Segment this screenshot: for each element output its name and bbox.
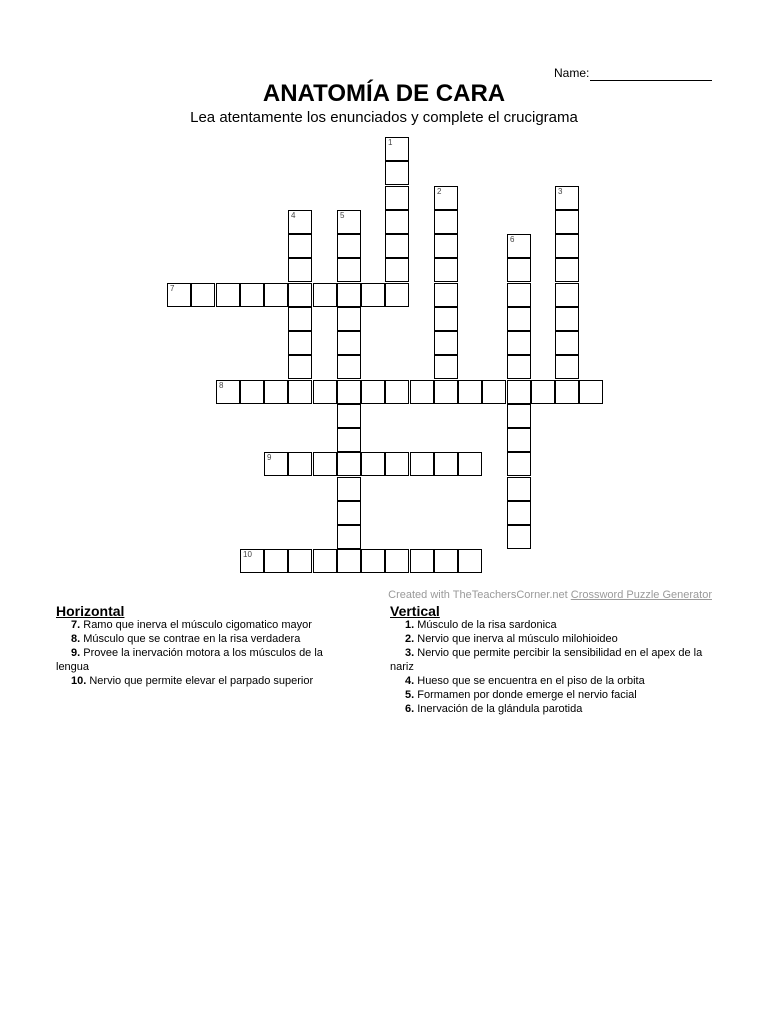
crossword-cell[interactable] — [555, 186, 579, 210]
credit-line — [388, 589, 712, 601]
crossword-cell[interactable] — [337, 501, 361, 525]
crossword-cell[interactable] — [434, 186, 458, 210]
crossword-cell[interactable] — [288, 283, 312, 307]
crossword-cell[interactable] — [434, 307, 458, 331]
crossword-cell[interactable] — [288, 307, 312, 331]
crossword-cell[interactable] — [385, 380, 409, 404]
crossword-cell[interactable] — [313, 549, 337, 573]
clue-text: Provee la inervación motora a los músculos de la lengua — [56, 647, 323, 673]
crossword-cell[interactable] — [385, 210, 409, 234]
clue-h-7 — [56, 618, 358, 632]
page-title: ANATOMÍA DE CARA — [262, 80, 506, 107]
crossword-cell[interactable] — [507, 452, 531, 476]
crossword-cell[interactable] — [434, 452, 458, 476]
clue-number: 8. — [71, 633, 81, 645]
crossword-cell[interactable] — [410, 549, 434, 573]
crossword-cell[interactable] — [264, 380, 288, 404]
crossword-cell[interactable] — [167, 283, 191, 307]
crossword-cell[interactable] — [579, 380, 603, 404]
clue-h-9 — [56, 646, 358, 674]
crossword-cell[interactable] — [313, 452, 337, 476]
crossword-cell[interactable] — [337, 331, 361, 355]
crossword-cell[interactable] — [507, 428, 531, 452]
crossword-cell[interactable] — [288, 452, 312, 476]
crossword-cell[interactable] — [337, 283, 361, 307]
cell-number: 6 — [510, 235, 515, 244]
clue-v-2 — [390, 632, 712, 646]
crossword-cell[interactable] — [337, 258, 361, 282]
clue-v-1 — [390, 618, 712, 632]
credit-text: Created with TheTeachersCorner.net — [388, 589, 571, 601]
crossword-cell[interactable] — [216, 380, 240, 404]
crossword-cell[interactable] — [337, 477, 361, 501]
crossword-cell[interactable] — [216, 283, 240, 307]
crossword-cell[interactable] — [507, 404, 531, 428]
clue-number: 2. — [405, 633, 415, 645]
crossword-cell[interactable] — [385, 258, 409, 282]
clue-v-6 — [390, 702, 712, 716]
crossword-cell[interactable] — [555, 210, 579, 234]
clue-v-4 — [390, 674, 712, 688]
crossword-cell[interactable] — [507, 258, 531, 282]
crossword-cell[interactable] — [361, 452, 385, 476]
crossword-cell[interactable] — [434, 210, 458, 234]
crossword-cell[interactable] — [410, 452, 434, 476]
cell-number: 2 — [437, 187, 442, 196]
cell-number: 9 — [267, 453, 272, 462]
crossword-cell[interactable] — [458, 380, 482, 404]
crossword-cell[interactable] — [288, 355, 312, 379]
crossword-cell[interactable] — [288, 210, 312, 234]
cell-number: 1 — [388, 138, 393, 147]
clue-text: Músculo de la risa sardonica — [414, 619, 557, 631]
crossword-cell[interactable] — [288, 258, 312, 282]
clue-number: 5. — [405, 689, 415, 701]
generator-link[interactable]: Crossword Puzzle Generator — [570, 589, 712, 601]
crossword-cell[interactable] — [288, 234, 312, 258]
crossword-cell[interactable] — [385, 234, 409, 258]
crossword-cell[interactable] — [240, 283, 264, 307]
crossword-cell[interactable] — [337, 307, 361, 331]
crossword-cell[interactable] — [507, 501, 531, 525]
crossword-cell[interactable] — [458, 452, 482, 476]
clue-text: Inervación de la glándula parotida — [414, 703, 583, 715]
crossword-cell[interactable] — [507, 525, 531, 549]
crossword-cell[interactable] — [507, 234, 531, 258]
cell-number: 8 — [219, 381, 224, 390]
crossword-cell[interactable] — [240, 380, 264, 404]
crossword-cell[interactable] — [555, 283, 579, 307]
crossword-cell[interactable] — [434, 234, 458, 258]
clue-text: Nervio que permite elevar el parpado superior — [86, 675, 314, 687]
crossword-cell[interactable] — [482, 380, 506, 404]
clue-number: 3. — [405, 647, 415, 659]
crossword-cell[interactable] — [385, 186, 409, 210]
clue-number: 10. — [71, 675, 87, 687]
cell-number: 4 — [291, 211, 296, 220]
crossword-cell[interactable] — [507, 380, 531, 404]
crossword-cell[interactable] — [385, 161, 409, 185]
clue-text: Ramo que inerva el músculo cigomatico mayor — [80, 619, 312, 631]
crossword-cell[interactable] — [337, 355, 361, 379]
crossword-cell[interactable] — [434, 355, 458, 379]
crossword-cell[interactable] — [288, 331, 312, 355]
crossword-cell[interactable] — [288, 380, 312, 404]
clue-number: 4. — [405, 675, 415, 687]
crossword-cell[interactable] — [555, 258, 579, 282]
name-label: Name: — [554, 66, 590, 80]
cell-number: 5 — [340, 211, 345, 220]
clue-number: 9. — [71, 647, 81, 659]
crossword-cell[interactable] — [264, 283, 288, 307]
clue-number: 1. — [405, 619, 415, 631]
crossword-cell[interactable] — [337, 525, 361, 549]
crossword-cell[interactable] — [337, 210, 361, 234]
clue-v-3 — [390, 646, 712, 674]
cell-number: 3 — [558, 187, 563, 196]
crossword-cell[interactable] — [361, 549, 385, 573]
crossword-cell[interactable] — [507, 307, 531, 331]
crossword-cell[interactable] — [385, 283, 409, 307]
crossword-cell[interactable] — [240, 549, 264, 573]
crossword-cell[interactable] — [337, 380, 361, 404]
crossword-cell[interactable] — [264, 549, 288, 573]
crossword-cell[interactable] — [507, 283, 531, 307]
clue-h-10 — [56, 674, 358, 688]
crossword-cell[interactable] — [434, 331, 458, 355]
crossword-cell[interactable] — [458, 549, 482, 573]
clue-number: 7. — [71, 619, 81, 631]
crossword-cell[interactable] — [555, 331, 579, 355]
horizontal-heading: Horizontal — [56, 603, 125, 619]
clue-text: Músculo que se contrae en la risa verdadera — [80, 633, 301, 645]
clue-text: Formamen por donde emerge el nervio facial — [414, 689, 637, 701]
crossword-cell[interactable] — [264, 452, 288, 476]
cell-number: 10 — [243, 550, 252, 559]
crossword-cell[interactable] — [361, 283, 385, 307]
crossword-cell[interactable] — [434, 549, 458, 573]
crossword-cell[interactable] — [337, 404, 361, 428]
crossword-cell[interactable] — [361, 380, 385, 404]
vertical-heading: Vertical — [390, 603, 440, 619]
horizontal-clues — [56, 604, 358, 688]
crossword-cell[interactable] — [507, 355, 531, 379]
clue-h-8 — [56, 632, 358, 646]
crossword-cell[interactable] — [434, 283, 458, 307]
crossword-cell[interactable] — [555, 355, 579, 379]
clue-text: Nervio que inerva al músculo milohioideo — [414, 633, 618, 645]
crossword-cell[interactable] — [555, 380, 579, 404]
cell-number: 7 — [170, 284, 175, 293]
crossword-cell[interactable] — [313, 380, 337, 404]
page-subtitle: Lea atentamente los enunciados y complete el crucigrama — [190, 109, 578, 126]
crossword-cell[interactable] — [337, 428, 361, 452]
crossword-cell[interactable] — [337, 452, 361, 476]
crossword-cell[interactable] — [385, 137, 409, 161]
vertical-clues — [390, 604, 712, 716]
crossword-cell[interactable] — [434, 258, 458, 282]
crossword-cell[interactable] — [385, 549, 409, 573]
crossword-cell[interactable] — [531, 380, 555, 404]
crossword-cell[interactable] — [337, 234, 361, 258]
crossword-cell[interactable] — [191, 283, 215, 307]
crossword-cell[interactable] — [288, 549, 312, 573]
clue-number: 6. — [405, 703, 415, 715]
crossword-cell[interactable] — [555, 307, 579, 331]
crossword-cell[interactable] — [385, 452, 409, 476]
crossword-cell[interactable] — [507, 331, 531, 355]
clue-v-5 — [390, 688, 712, 702]
clue-text: Nervio que permite percibir la sensibilidad en el apex de la nariz — [390, 647, 703, 673]
crossword-cell[interactable] — [434, 380, 458, 404]
crossword-cell[interactable] — [555, 234, 579, 258]
crossword-cell[interactable] — [337, 549, 361, 573]
crossword-cell[interactable] — [313, 283, 337, 307]
clue-text: Hueso que se encuentra en el piso de la orbita — [414, 675, 645, 687]
crossword-cell[interactable] — [507, 477, 531, 501]
crossword-cell[interactable] — [410, 380, 434, 404]
